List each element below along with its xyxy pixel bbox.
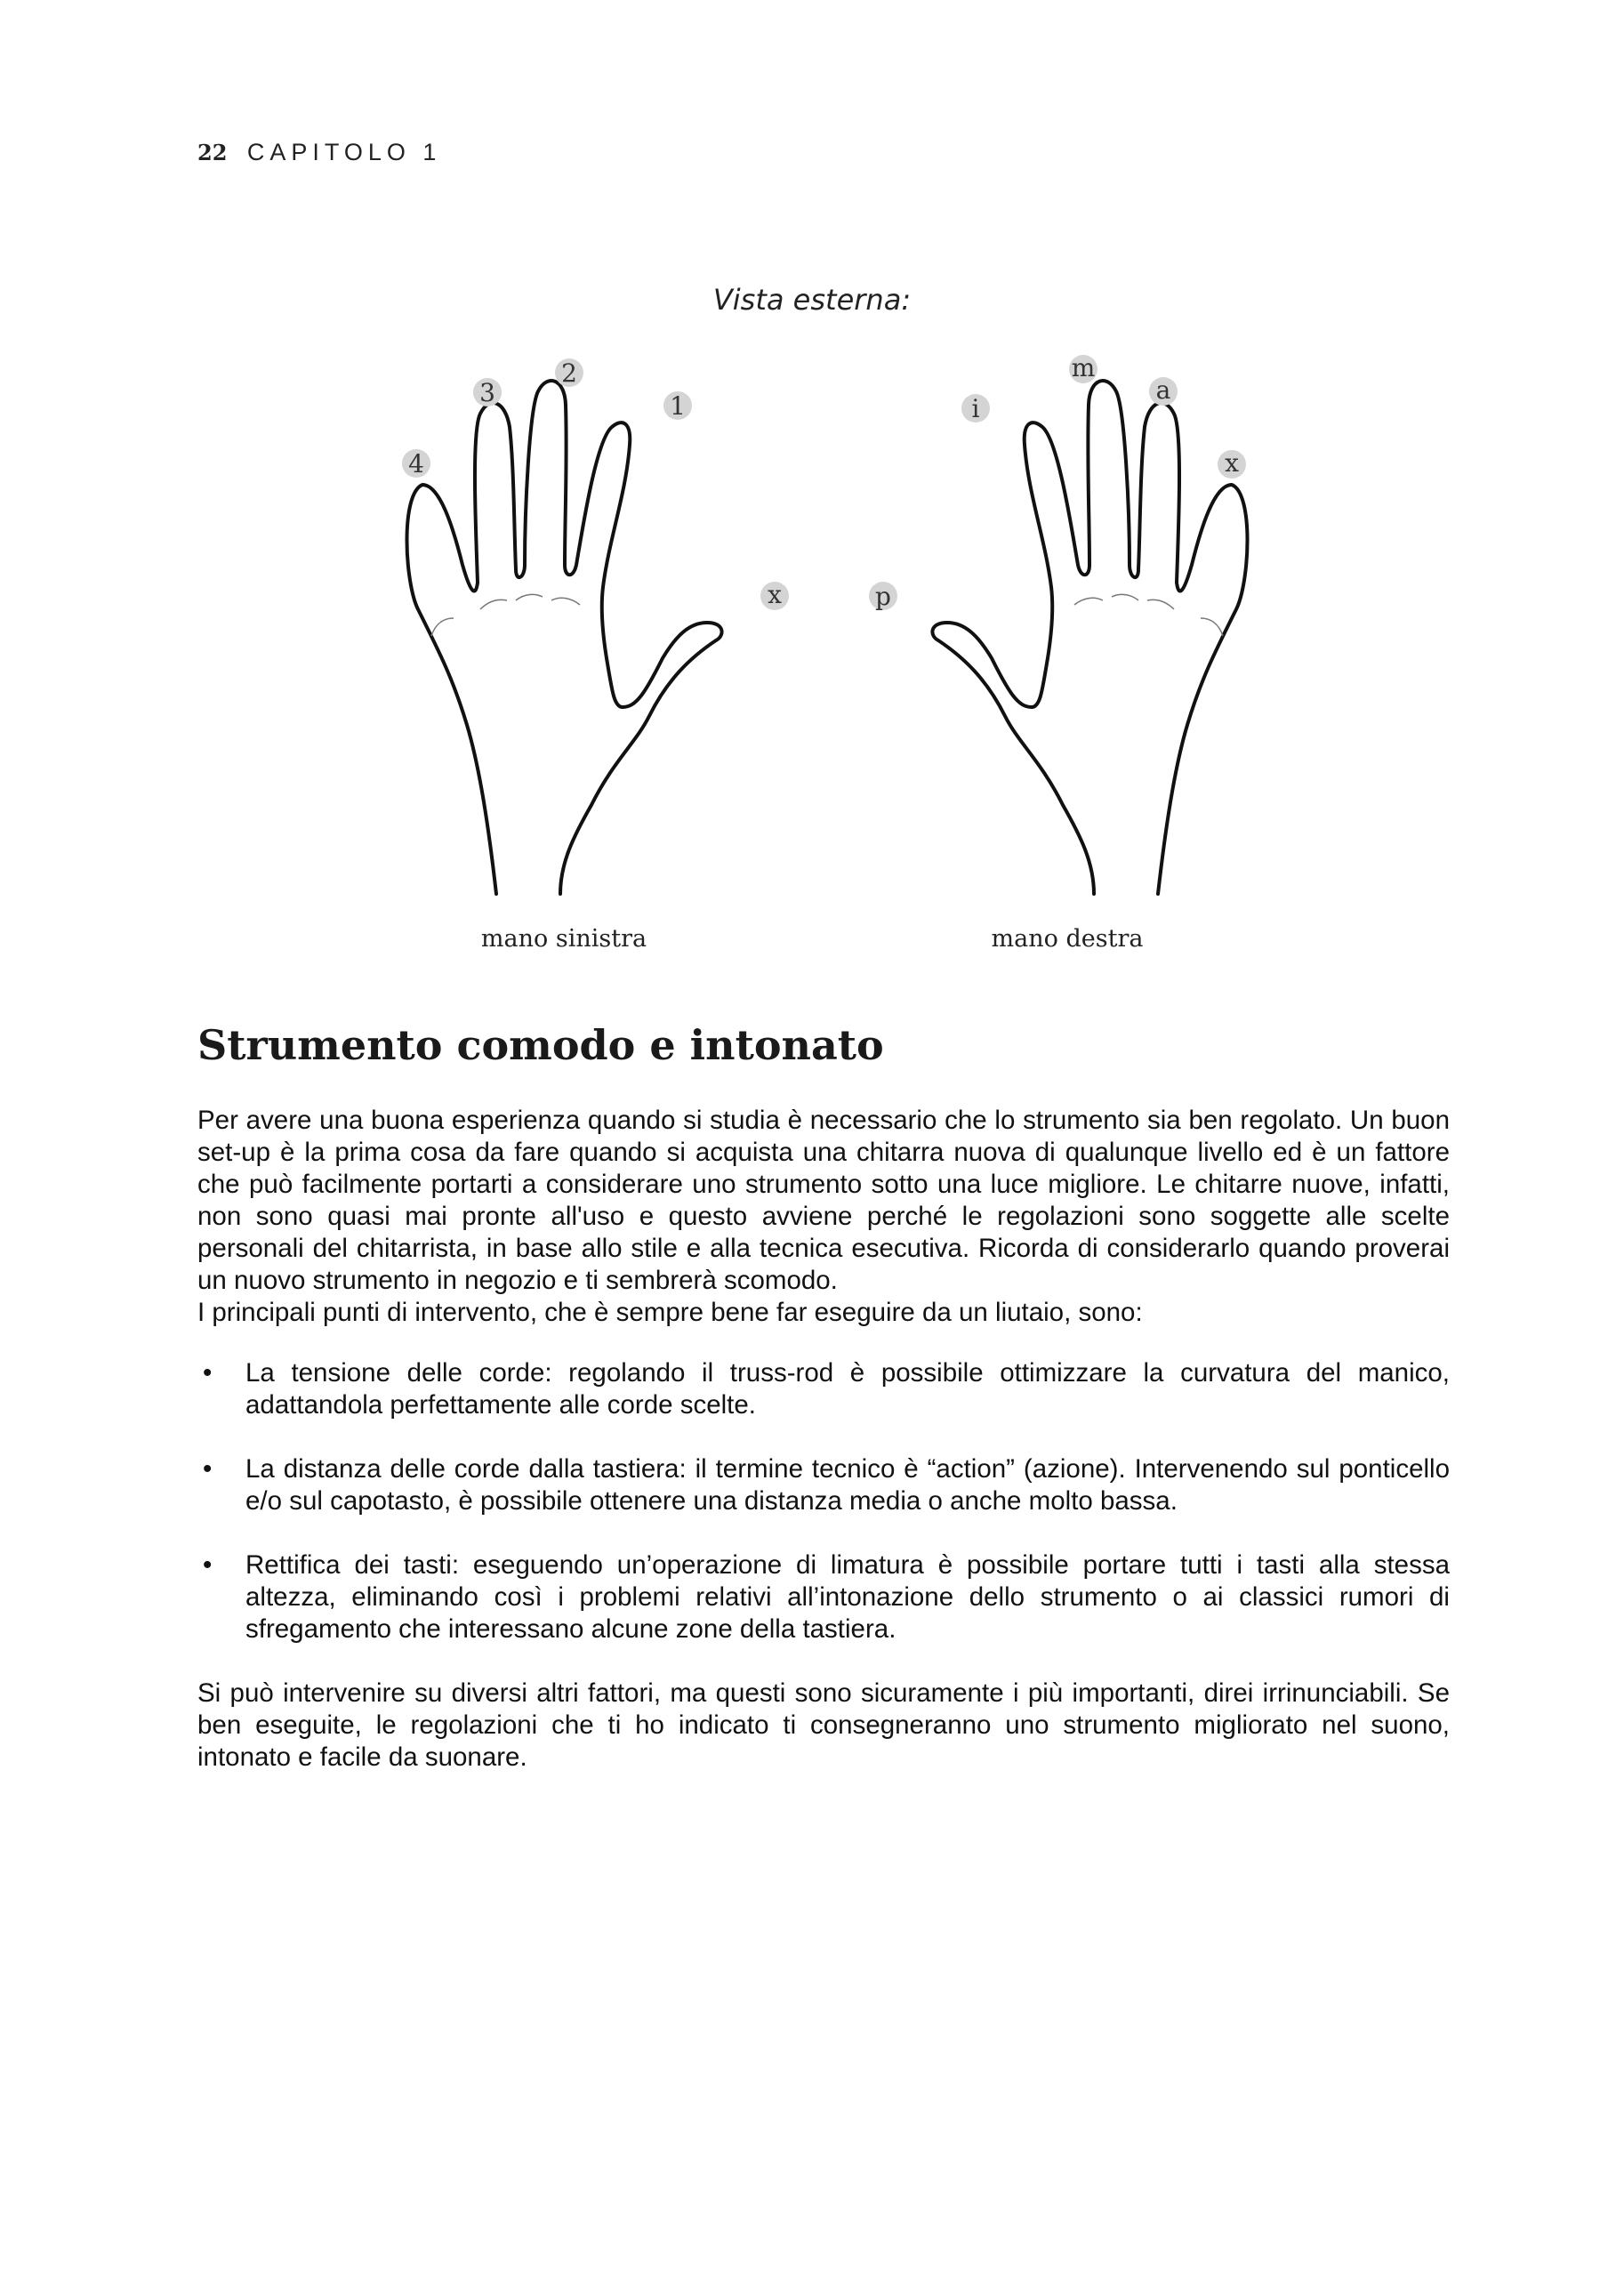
closing-paragraph: Si può intervenire su diversi altri fattori, ma questi sono sicuramente i più importanti, direi irrinunciabili. Se ben eseguite, le regolazioni che ti ho indicato ti consegneranno uno strumento migliorato nel suono, intonato e facile da suonare. xyxy=(197,1678,1450,1772)
list-item-text: Rettifica dei tasti: eseguendo un’operazione di limatura è possibile portare tutti i tasti alla stessa altezza, eliminando così i problemi relativi all’intonazione dello strumento o ai classici rumori di sfregamento che interessano alcune zone della tastiera. xyxy=(245,1550,1450,1644)
intervention-list xyxy=(197,1357,1450,1645)
finger-marker-4 xyxy=(402,449,430,479)
finger-marker-right-x xyxy=(1218,448,1246,479)
svg-text:1: 1 xyxy=(670,391,686,421)
left-hand-label: mano sinistra xyxy=(480,925,647,953)
page-number: 22 xyxy=(197,140,228,165)
bullet: • xyxy=(203,1454,213,1484)
chapter-title: CAPITOLO 1 xyxy=(246,139,442,165)
left-hand-outline xyxy=(407,381,722,894)
bullet: • xyxy=(203,1550,213,1580)
svg-text:3: 3 xyxy=(479,378,495,407)
svg-text:4: 4 xyxy=(408,449,424,479)
svg-text:x: x xyxy=(1225,448,1239,478)
finger-marker-p xyxy=(869,582,897,611)
finger-marker-1 xyxy=(663,391,692,421)
finger-marker-left-thumb xyxy=(760,580,789,610)
section-title: Strumento comodo e intonato xyxy=(197,1021,884,1069)
bullet: • xyxy=(203,1358,213,1388)
svg-text:a: a xyxy=(1155,375,1171,405)
intro-paragraph: Per avere una buona esperienza quando si studia è necessario che lo strumento sia ben regolato. Un buon set-up è la prima cosa da fare quando si acquista una chitarra nuova di qualunque livello ed è un fattore che può facilmente portarti a considerare uno strumento sotto una luce migliore. Le chitarre nuove, infatti, non sono quasi mai pronte all'uso e questo avviene perché le regolazioni sono soggette alle scelte personali del chitarrista, in base allo stile e alla tecnica esecutiva. Ricorda di considerarlo quando proverai un nuovo strumento in negozio e ti sembrerà scomodo. xyxy=(197,1106,1450,1295)
running-header xyxy=(197,139,441,166)
list-item xyxy=(197,1549,1450,1645)
svg-text:p: p xyxy=(875,582,891,611)
svg-text:m: m xyxy=(1071,353,1096,382)
svg-text:i: i xyxy=(971,394,980,423)
svg-text:2: 2 xyxy=(561,358,577,388)
section-body xyxy=(197,1105,1450,1774)
right-hand-outline xyxy=(932,381,1247,894)
right-hand-label: mano destra xyxy=(991,925,1144,953)
finger-marker-m xyxy=(1069,353,1097,383)
list-item xyxy=(197,1453,1450,1517)
figure-caption: Vista esterna: xyxy=(712,283,912,317)
list-item xyxy=(197,1357,1450,1421)
list-item-text: La tensione delle corde: regolando il truss-rod è possibile ottimizzare la curvatura del manico, adattandola perfettamente alle corde scelte. xyxy=(245,1358,1450,1420)
finger-marker-i xyxy=(961,394,990,423)
finger-marker-a xyxy=(1149,375,1178,406)
intro-paragraph-2: I principali punti di intervento, che è sempre bene far eseguire da un liutaio, sono: xyxy=(197,1298,1143,1327)
list-item-text: La distanza delle corde dalla tastiera: il termine tecnico è “action” (azione). Intervenendo sul ponticello e/o sul capotasto, è possibile ottenere una distanza media o anche molto bassa. xyxy=(245,1454,1450,1516)
svg-text:x: x xyxy=(768,580,782,609)
hands-diagram xyxy=(382,351,1272,938)
